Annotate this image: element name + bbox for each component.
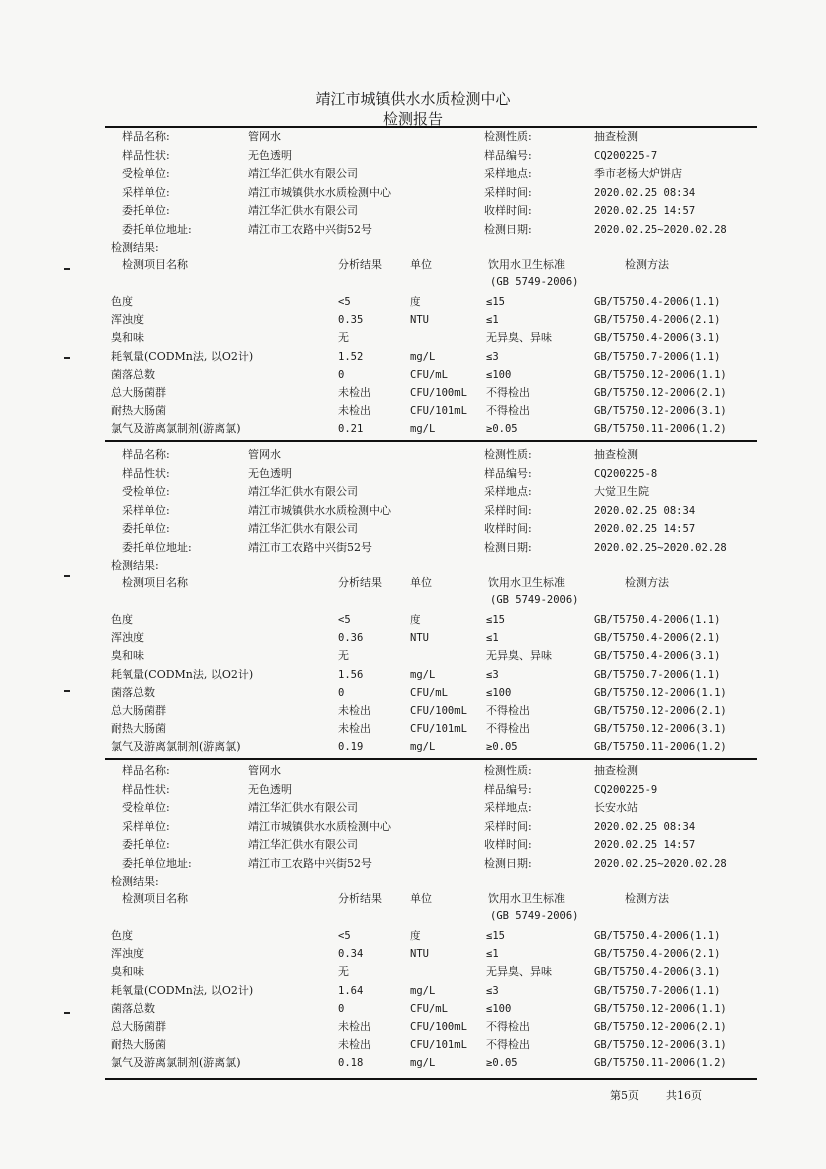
result-item: 总大肠菌群	[111, 1020, 166, 1033]
result-unit: CFU/101mL	[410, 723, 467, 736]
binding-mark	[64, 357, 70, 359]
result-unit: CFU/101mL	[410, 1039, 467, 1052]
result-unit: CFU/mL	[410, 368, 448, 381]
result-method: GB/T5750.11-2006(1.2)	[594, 423, 727, 436]
column-header-item: 检测项目名称	[122, 258, 188, 271]
binding-mark	[64, 1012, 70, 1014]
info-value: 无色透明	[248, 148, 292, 162]
info-label: 委托单位:	[122, 204, 170, 217]
result-unit: 度	[410, 930, 421, 942]
section-rule	[105, 440, 757, 442]
info-label: 采样单位:	[122, 819, 170, 833]
column-header-unit: 单位	[410, 258, 432, 271]
result-value: 未检出	[338, 1038, 371, 1052]
info-value: 抽查检测	[594, 130, 638, 143]
info-label: 检测性质:	[484, 448, 532, 461]
result-method: GB/T5750.12-2006(1.1)	[594, 686, 727, 699]
info-value: 抽查检测	[594, 448, 638, 461]
result-standard: 不得检出	[486, 722, 530, 736]
result-item: 氯气及游离氯制剂(游离氯)	[111, 422, 241, 436]
info-value: CQ200225-9	[594, 783, 658, 796]
result-item: 浑浊度	[111, 947, 144, 961]
result-standard: ≤1	[486, 314, 499, 327]
info-value: 2020.02.25 14:57	[594, 839, 696, 851]
result-item: 耗氧量(CODMn法, 以O2计)	[111, 349, 254, 363]
result-unit: mg/L	[410, 984, 436, 997]
info-value: 靖江市工农路中兴街52号	[248, 856, 372, 870]
info-label: 检测日期:	[484, 222, 532, 236]
result-method: GB/T5750.12-2006(3.1)	[594, 405, 727, 418]
info-label: 样品性状:	[122, 466, 170, 480]
result-unit: mg/L	[410, 423, 436, 436]
info-value: 长安水站	[594, 801, 638, 814]
info-label: 采样地点:	[484, 485, 532, 498]
info-label: 检测日期:	[484, 540, 532, 554]
result-standard: 不得检出	[486, 386, 530, 399]
result-item: 浑浊度	[111, 313, 144, 327]
info-label: 样品编号:	[484, 148, 532, 162]
result-value: 0	[338, 368, 345, 381]
result-item: 菌落总数	[111, 685, 155, 699]
info-value: 靖江华汇供水有限公司	[248, 204, 358, 217]
info-value: 靖江市城镇供水水质检测中心	[248, 819, 391, 833]
info-label: 收样时间:	[484, 204, 532, 217]
info-label: 检测性质:	[484, 130, 532, 143]
column-header-standard: 饮用水卫生标准	[488, 258, 565, 271]
result-value: 0.36	[338, 632, 364, 645]
result-value: 未检出	[338, 386, 371, 399]
result-unit: CFU/mL	[410, 1002, 448, 1015]
results-label: 检测结果:	[111, 241, 159, 254]
result-method: GB/T5750.11-2006(1.2)	[594, 1057, 727, 1070]
result-item: 耗氧量(CODMn法, 以O2计)	[111, 983, 254, 997]
result-standard: ≤15	[486, 296, 505, 308]
info-value: 无色透明	[248, 466, 292, 480]
result-method: GB/T5750.12-2006(2.1)	[594, 387, 727, 399]
result-unit: mg/L	[410, 1057, 436, 1070]
result-unit: CFU/100mL	[410, 387, 467, 399]
info-value: CQ200225-8	[594, 467, 658, 480]
info-value: 靖江华汇供水有限公司	[248, 167, 358, 180]
info-label: 检测日期:	[484, 856, 532, 870]
result-unit: mg/L	[410, 668, 436, 681]
column-header-method: 检测方法	[625, 576, 669, 589]
page-total: 共16页	[666, 1089, 702, 1102]
result-unit: NTU	[410, 948, 429, 961]
result-unit: NTU	[410, 632, 429, 645]
info-label: 采样时间:	[484, 503, 532, 517]
results-label: 检测结果:	[111, 875, 159, 888]
result-method: GB/T5750.12-2006(2.1)	[594, 1021, 727, 1033]
result-item: 色度	[111, 929, 133, 942]
info-label: 收样时间:	[484, 838, 532, 851]
sample-section	[0, 128, 826, 448]
result-item: 菌落总数	[111, 1001, 155, 1015]
info-label: 样品名称:	[122, 764, 170, 777]
info-value: 抽查检测	[594, 764, 638, 777]
result-method: GB/T5750.4-2006(2.1)	[594, 948, 721, 961]
result-method: GB/T5750.11-2006(1.2)	[594, 741, 727, 754]
info-label: 采样单位:	[122, 185, 170, 199]
result-standard: ≤1	[486, 948, 499, 961]
binding-mark	[64, 575, 70, 577]
info-label: 委托单位地址:	[122, 222, 192, 236]
result-item: 氯气及游离氯制剂(游离氯)	[111, 740, 241, 754]
result-method: GB/T5750.4-2006(3.1)	[594, 332, 721, 345]
column-header-item: 检测项目名称	[122, 892, 188, 905]
info-value: 靖江市城镇供水水质检测中心	[248, 503, 391, 517]
result-item: 耐热大肠菌	[111, 722, 166, 736]
result-method: GB/T5750.4-2006(3.1)	[594, 966, 721, 979]
result-standard: 不得检出	[486, 1020, 530, 1033]
sample-section	[0, 762, 826, 1082]
info-value: 季市老杨大炉饼店	[594, 167, 682, 180]
result-method: GB/T5750.12-2006(3.1)	[594, 1039, 727, 1052]
info-label: 采样时间:	[484, 819, 532, 833]
info-value: 靖江华汇供水有限公司	[248, 838, 358, 851]
info-value: 管网水	[248, 764, 281, 777]
section-rule	[105, 758, 757, 760]
column-header-result: 分析结果	[338, 576, 382, 589]
info-value: 2020.02.25~2020.02.28	[594, 223, 727, 236]
result-standard: ≤15	[486, 614, 505, 626]
footer-rule	[105, 1078, 757, 1080]
result-unit: CFU/101mL	[410, 405, 467, 418]
result-standard: ≤1	[486, 632, 499, 645]
report-org: 靖江市城镇供水水质检测中心	[315, 90, 511, 108]
info-label: 受检单位:	[122, 485, 170, 498]
info-value: 靖江华汇供水有限公司	[248, 801, 358, 814]
result-item: 耗氧量(CODMn法, 以O2计)	[111, 667, 254, 681]
result-item: 耐热大肠菌	[111, 1038, 166, 1052]
result-item: 色度	[111, 295, 133, 308]
result-method: GB/T5750.12-2006(1.1)	[594, 368, 727, 381]
column-header-method: 检测方法	[625, 892, 669, 905]
result-item: 臭和味	[111, 965, 144, 979]
binding-mark	[64, 268, 70, 270]
result-unit: 度	[410, 614, 421, 626]
info-value: 无色透明	[248, 782, 292, 796]
result-item: 氯气及游离氯制剂(游离氯)	[111, 1056, 241, 1070]
result-item: 总大肠菌群	[111, 386, 166, 399]
result-item: 臭和味	[111, 331, 144, 345]
column-header-result: 分析结果	[338, 892, 382, 905]
result-method: GB/T5750.12-2006(2.1)	[594, 705, 727, 717]
result-item: 浑浊度	[111, 631, 144, 645]
result-item: 总大肠菌群	[111, 704, 166, 717]
column-header-standard-code: (GB 5749-2006)	[490, 910, 579, 922]
result-standard: ≤100	[486, 368, 512, 381]
info-value: 2020.02.25~2020.02.28	[594, 541, 727, 554]
result-value: 未检出	[338, 704, 371, 717]
results-label: 检测结果:	[111, 559, 159, 572]
result-standard: ≤3	[486, 668, 499, 681]
result-item: 耐热大肠菌	[111, 404, 166, 418]
info-label: 样品编号:	[484, 782, 532, 796]
result-value: 未检出	[338, 1020, 371, 1033]
result-value: <5	[338, 930, 351, 942]
result-unit: CFU/mL	[410, 686, 448, 699]
info-label: 样品性状:	[122, 782, 170, 796]
info-label: 委托单位:	[122, 522, 170, 535]
result-standard: 无异臭、异味	[486, 331, 552, 345]
result-method: GB/T5750.4-2006(1.1)	[594, 614, 721, 626]
column-header-result: 分析结果	[338, 258, 382, 271]
result-unit: mg/L	[410, 741, 436, 754]
info-value: 2020.02.25 08:34	[594, 186, 696, 199]
column-header-unit: 单位	[410, 576, 432, 589]
info-value: 2020.02.25 08:34	[594, 504, 696, 517]
result-unit: mg/L	[410, 350, 436, 363]
result-value: <5	[338, 614, 351, 626]
info-value: 2020.02.25 14:57	[594, 205, 696, 217]
info-value: 管网水	[248, 130, 281, 143]
info-value: 靖江华汇供水有限公司	[248, 485, 358, 498]
result-method: GB/T5750.4-2006(1.1)	[594, 930, 721, 942]
report-title: 检测报告	[382, 110, 443, 128]
info-value: 2020.02.25 08:34	[594, 820, 696, 833]
result-value: 未检出	[338, 722, 371, 736]
column-header-item: 检测项目名称	[122, 576, 188, 589]
result-standard: 无异臭、异味	[486, 649, 552, 663]
result-value: 无	[338, 965, 349, 979]
result-standard: ≤100	[486, 1002, 512, 1015]
result-value: 未检出	[338, 404, 371, 418]
info-label: 检测性质:	[484, 764, 532, 777]
info-label: 样品性状:	[122, 148, 170, 162]
result-standard: 不得检出	[486, 704, 530, 717]
info-value: 2020.02.25~2020.02.28	[594, 857, 727, 870]
result-method: GB/T5750.7-2006(1.1)	[594, 668, 721, 681]
result-standard: ≤100	[486, 686, 512, 699]
info-value: 靖江市工农路中兴街52号	[248, 222, 372, 236]
result-standard: ≤3	[486, 350, 499, 363]
sample-section	[0, 446, 826, 766]
column-header-standard-code: (GB 5749-2006)	[490, 276, 579, 288]
info-label: 采样地点:	[484, 801, 532, 814]
result-value: 0.18	[338, 1057, 364, 1070]
result-value: 1.56	[338, 668, 364, 681]
column-header-standard: 饮用水卫生标准	[488, 892, 565, 905]
result-value: 0.21	[338, 423, 364, 436]
info-label: 采样时间:	[484, 185, 532, 199]
info-label: 采样单位:	[122, 503, 170, 517]
result-method: GB/T5750.7-2006(1.1)	[594, 984, 721, 997]
column-header-unit: 单位	[410, 892, 432, 905]
info-label: 委托单位地址:	[122, 540, 192, 554]
result-standard: ≤15	[486, 930, 505, 942]
result-standard: 不得检出	[486, 404, 530, 418]
info-label: 收样时间:	[484, 522, 532, 535]
result-value: 1.64	[338, 984, 364, 997]
column-header-standard-code: (GB 5749-2006)	[490, 594, 579, 606]
binding-mark	[64, 690, 70, 692]
column-header-standard: 饮用水卫生标准	[488, 576, 565, 589]
info-label: 样品名称:	[122, 130, 170, 143]
info-label: 采样地点:	[484, 167, 532, 180]
result-standard: ≥0.05	[486, 423, 518, 436]
result-value: 0.19	[338, 741, 364, 754]
result-value: 0	[338, 1002, 345, 1015]
result-value: <5	[338, 296, 351, 308]
result-value: 0.35	[338, 314, 364, 327]
result-method: GB/T5750.12-2006(3.1)	[594, 723, 727, 736]
info-label: 受检单位:	[122, 801, 170, 814]
info-value: CQ200225-7	[594, 149, 658, 162]
result-item: 臭和味	[111, 649, 144, 663]
info-value: 靖江市城镇供水水质检测中心	[248, 185, 391, 199]
result-method: GB/T5750.4-2006(3.1)	[594, 650, 721, 663]
info-label: 委托单位:	[122, 838, 170, 851]
info-label: 样品名称:	[122, 448, 170, 461]
result-unit: 度	[410, 296, 421, 308]
result-standard: 不得检出	[486, 1038, 530, 1052]
info-value: 2020.02.25 14:57	[594, 523, 696, 535]
result-value: 无	[338, 331, 349, 345]
info-value: 管网水	[248, 448, 281, 461]
result-item: 色度	[111, 613, 133, 626]
result-standard: ≤3	[486, 984, 499, 997]
info-label: 委托单位地址:	[122, 856, 192, 870]
result-method: GB/T5750.12-2006(1.1)	[594, 1002, 727, 1015]
info-value: 大觉卫生院	[594, 485, 649, 498]
result-method: GB/T5750.4-2006(1.1)	[594, 296, 721, 308]
result-standard: 无异臭、异味	[486, 965, 552, 979]
result-unit: NTU	[410, 314, 429, 327]
result-value: 无	[338, 649, 349, 663]
result-method: GB/T5750.4-2006(2.1)	[594, 632, 721, 645]
result-unit: CFU/100mL	[410, 1021, 467, 1033]
result-standard: ≥0.05	[486, 1057, 518, 1070]
result-value: 1.52	[338, 350, 364, 363]
info-value: 靖江市工农路中兴街52号	[248, 540, 372, 554]
column-header-method: 检测方法	[625, 258, 669, 271]
info-label: 样品编号:	[484, 466, 532, 480]
result-value: 0	[338, 686, 345, 699]
result-standard: ≥0.05	[486, 741, 518, 754]
info-label: 受检单位:	[122, 167, 170, 180]
result-item: 菌落总数	[111, 367, 155, 381]
result-method: GB/T5750.4-2006(2.1)	[594, 314, 721, 327]
result-unit: CFU/100mL	[410, 705, 467, 717]
page-number: 第5页	[610, 1089, 639, 1102]
result-value: 0.34	[338, 948, 364, 961]
result-method: GB/T5750.7-2006(1.1)	[594, 350, 721, 363]
info-value: 靖江华汇供水有限公司	[248, 522, 358, 535]
